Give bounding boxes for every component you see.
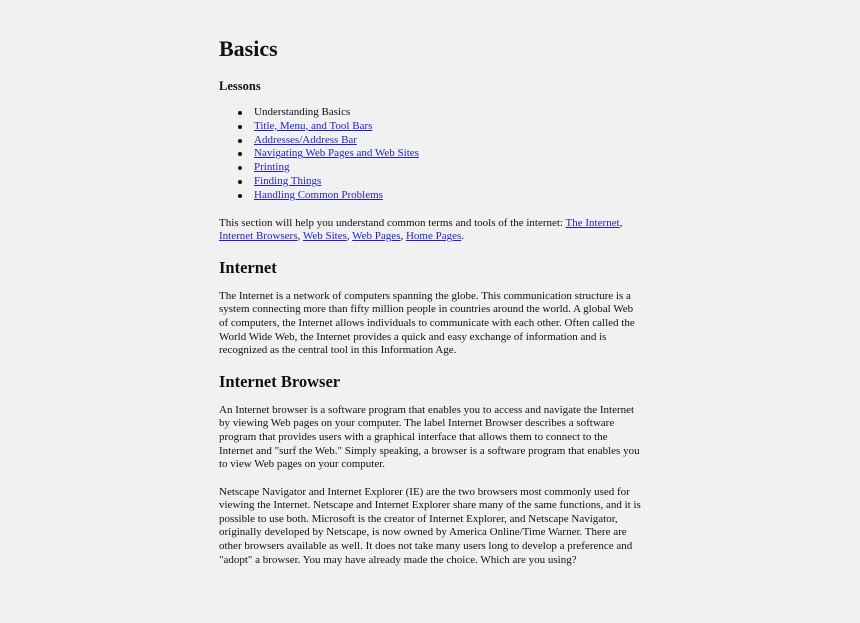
- browser-paragraph-2: Netscape Navigator and Internet Explorer (IE) are the two browsers most commonly used for viewing the Internet. Netscape and Internet Explorer share many of the same functions, and it is possible to use both. Microsoft is the creator of Internet Explorer, and Netscape Navigator, originally developed by Netscape, is now owned by America Online/Time Warner. There are other browsers available as well. It does not take many users long to develop a preference and "adopt" a browser. You may have already made the choice. Which are you using?: [219, 485, 641, 566]
- lesson-link-printing[interactable]: Printing: [254, 161, 290, 174]
- link-web-pages[interactable]: Web Pages: [352, 230, 401, 243]
- lesson-item-finding-things: [254, 175, 644, 189]
- lesson-link-addresses[interactable]: Addresses/Address Bar: [254, 133, 357, 146]
- lessons-heading: Lessons: [219, 79, 261, 93]
- lesson-item-understanding-basics: [254, 106, 644, 120]
- lesson-link-handling-problems[interactable]: Handling Common Problems: [254, 188, 383, 201]
- internet-paragraph: The Internet is a network of computers spanning the globe. This communication structure is a system connecting more than fifty million people in countries around the world. A global Web of computers, the Internet allows individuals to communicate with each other. Often called the World Wide Web, the Internet provides a quick and easy exchange of information and is recognized as the central tool in this Information Age.: [219, 289, 635, 357]
- internet-heading: Internet: [219, 257, 277, 277]
- lesson-item-printing: [254, 161, 644, 175]
- lessons-list: [219, 106, 644, 203]
- lesson-label: Understanding Basics: [254, 106, 351, 118]
- browser-paragraph-1: An Internet browser is a software program that enables you to access and navigate the Internet by viewing Web pages on your computer. The label Internet Browser describes a software program that provides users with a graphical interface that allows them to connect to the Internet and "surf the Web." Simply speaking, a browser is a software program that enables you to view Web pages on your computer.: [219, 403, 640, 471]
- lesson-link-finding-things[interactable]: Finding Things: [254, 174, 322, 187]
- lesson-link-navigating[interactable]: Navigating Web Pages and Web Sites: [254, 147, 419, 160]
- lesson-item-handling-problems: [254, 189, 644, 203]
- document-page: [219, 34, 644, 581]
- intro-paragraph: This section will help you understand common terms and tools of the internet: The Internet, Internet Browsers, Web Sites, Web Pages, Home Pages.: [219, 216, 623, 243]
- lesson-item-title-menu-tool-bars: [254, 120, 644, 134]
- intro-text: This section will help you understand common terms and tools of the internet:: [219, 216, 566, 229]
- lesson-item-addresses: [254, 134, 644, 148]
- internet-browser-heading: Internet Browser: [219, 371, 341, 391]
- link-web-sites[interactable]: Web Sites: [302, 230, 347, 243]
- link-internet-browsers[interactable]: Internet Browsers: [219, 230, 298, 243]
- lesson-link-title-menu-tool-bars[interactable]: Title, Menu, and Tool Bars: [254, 119, 373, 132]
- link-the-internet[interactable]: The Internet: [565, 216, 620, 229]
- page-title: Basics: [219, 36, 278, 61]
- link-home-pages[interactable]: Home Pages: [405, 230, 462, 243]
- lesson-item-navigating: [254, 147, 644, 161]
